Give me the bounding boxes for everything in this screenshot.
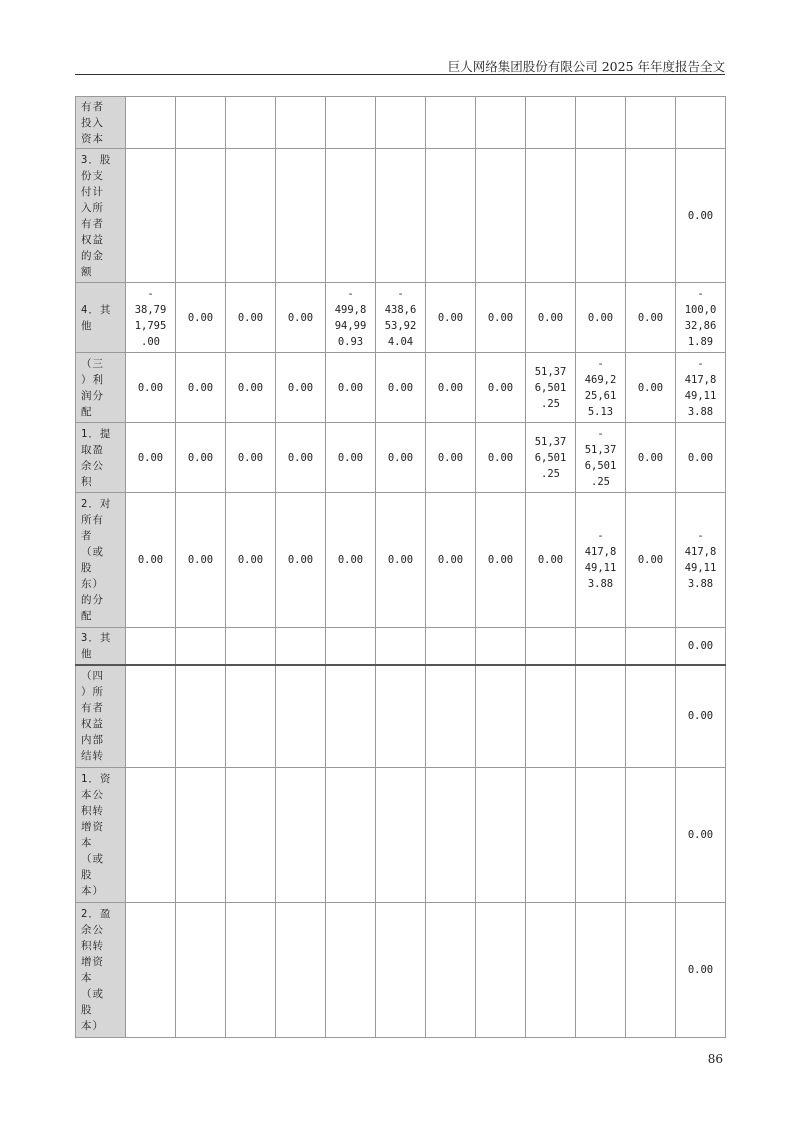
table-row [76, 903, 726, 1038]
table-cell [576, 665, 626, 768]
table-cell: 0.00 [176, 353, 226, 423]
table-cell: 0.00 [126, 353, 176, 423]
table-cell [526, 903, 576, 1038]
table-row [76, 353, 726, 423]
table-cell: 0.00 [326, 423, 376, 493]
table-cell [126, 903, 176, 1038]
table-cell: - 417,8 49,11 3.88 [676, 353, 726, 423]
table-cell [426, 628, 476, 665]
table-cell [176, 149, 226, 283]
table-cell: 0.00 [676, 903, 726, 1038]
table-cell [476, 903, 526, 1038]
table-cell [576, 628, 626, 665]
table-row [76, 423, 726, 493]
table-cell [476, 97, 526, 149]
table-cell: 0.00 [326, 353, 376, 423]
table-cell [226, 768, 276, 903]
table-cell: 0.00 [626, 353, 676, 423]
table-cell: 0.00 [576, 283, 626, 353]
table-cell: 51,37 6,501 .25 [526, 353, 576, 423]
table-body [76, 97, 726, 1038]
table-cell [626, 149, 676, 283]
table-cell [126, 97, 176, 149]
row-label: 2．对 所有 者 （或 股 东） 的分 配 [76, 493, 126, 628]
table-cell [226, 903, 276, 1038]
table-cell [176, 628, 226, 665]
table-cell: 0.00 [376, 493, 426, 628]
table-cell: 0.00 [176, 493, 226, 628]
table-cell [626, 97, 676, 149]
row-label: 3．其 他 [76, 628, 126, 665]
table-cell: - 417,8 49,11 3.88 [576, 493, 626, 628]
table-cell [576, 903, 626, 1038]
table-cell: 0.00 [526, 493, 576, 628]
report-header-title: 巨人网络集团股份有限公司 2025 年年度报告全文 [447, 59, 725, 74]
table-cell: 0.00 [226, 423, 276, 493]
table-cell [126, 149, 176, 283]
table-cell [576, 149, 626, 283]
equity-changes-table [75, 96, 726, 1038]
table-cell: 0.00 [426, 493, 476, 628]
table-cell: - 417,8 49,11 3.88 [676, 493, 726, 628]
row-label: （四 ）所 有者 权益 内部 结转 [76, 665, 126, 768]
table-cell: 0.00 [126, 423, 176, 493]
table-row [76, 283, 726, 353]
table-cell: - 100,0 32,86 1.89 [676, 283, 726, 353]
table-cell [226, 97, 276, 149]
table-cell [376, 665, 426, 768]
table-cell [276, 903, 326, 1038]
row-label: 2．盈 余公 积转 增资 本 （或 股 本） [76, 903, 126, 1038]
table-cell: 0.00 [276, 493, 326, 628]
table-cell [126, 628, 176, 665]
row-label: 1．资 本公 积转 增资 本 （或 股 本） [76, 768, 126, 903]
table-cell [326, 903, 376, 1038]
table-row [76, 97, 726, 149]
table-cell [526, 149, 576, 283]
table-cell [476, 665, 526, 768]
table-cell: - 38,79 1,795 .00 [126, 283, 176, 353]
table-cell [176, 665, 226, 768]
table-cell [326, 665, 376, 768]
table-cell [226, 628, 276, 665]
table-row [76, 493, 726, 628]
table-cell [276, 665, 326, 768]
table-cell [276, 149, 326, 283]
table-cell: 0.00 [176, 423, 226, 493]
table-cell [376, 903, 426, 1038]
row-label: （三 ）利 润分 配 [76, 353, 126, 423]
table-cell: 0.00 [276, 423, 326, 493]
table-cell [176, 768, 226, 903]
row-label: 4．其 他 [76, 283, 126, 353]
table-cell [376, 149, 426, 283]
table-cell: 0.00 [476, 493, 526, 628]
table-cell: 0.00 [226, 283, 276, 353]
table-cell: 51,37 6,501 .25 [526, 423, 576, 493]
table-cell [226, 149, 276, 283]
table-cell [626, 768, 676, 903]
table-cell: 0.00 [126, 493, 176, 628]
table-cell [626, 903, 676, 1038]
table-row [76, 665, 726, 768]
table-cell [626, 665, 676, 768]
table-cell: 0.00 [376, 423, 426, 493]
table-cell: 0.00 [426, 353, 476, 423]
table-cell: 0.00 [676, 665, 726, 768]
table-cell [576, 768, 626, 903]
table-cell [326, 97, 376, 149]
table-cell: - 438,6 53,92 4.04 [376, 283, 426, 353]
table-cell: 0.00 [676, 628, 726, 665]
table-cell: 0.00 [276, 353, 326, 423]
table-cell [326, 628, 376, 665]
table-cell: 0.00 [626, 423, 676, 493]
table-cell [476, 768, 526, 903]
table-cell [226, 665, 276, 768]
table-cell: 0.00 [476, 423, 526, 493]
table-cell: - 469,2 25,61 5.13 [576, 353, 626, 423]
table-cell: 0.00 [426, 283, 476, 353]
table-cell [526, 665, 576, 768]
table-cell [626, 628, 676, 665]
table-cell: 0.00 [676, 423, 726, 493]
table-row [76, 628, 726, 665]
header-divider [75, 74, 725, 75]
table-cell [276, 628, 326, 665]
table-cell [526, 768, 576, 903]
table-cell: 0.00 [426, 423, 476, 493]
table-cell [126, 768, 176, 903]
table-cell [176, 97, 226, 149]
table-cell: 0.00 [226, 493, 276, 628]
table-cell: 0.00 [376, 353, 426, 423]
table-cell [126, 665, 176, 768]
table-cell [276, 97, 326, 149]
table-cell [376, 768, 426, 903]
table-cell [176, 903, 226, 1038]
table-cell [326, 768, 376, 903]
table-cell: - 51,37 6,501 .25 [576, 423, 626, 493]
table-cell: 0.00 [526, 283, 576, 353]
table-cell: 0.00 [276, 283, 326, 353]
row-label: 1．提 取盈 余公 积 [76, 423, 126, 493]
table-cell [376, 97, 426, 149]
row-label: 3．股 份支 付计 入所 有者 权益 的金 额 [76, 149, 126, 283]
table-cell [426, 665, 476, 768]
table-cell: 0.00 [626, 283, 676, 353]
table-cell: 0.00 [476, 283, 526, 353]
table-cell: 0.00 [626, 493, 676, 628]
page-number: 86 [707, 1052, 723, 1066]
table-cell [576, 97, 626, 149]
table-cell: 0.00 [326, 493, 376, 628]
table-cell: 0.00 [476, 353, 526, 423]
table-row [76, 768, 726, 903]
table-cell: 0.00 [676, 768, 726, 903]
table-cell [426, 768, 476, 903]
table-cell: 0.00 [176, 283, 226, 353]
table-cell [376, 628, 426, 665]
row-label: 有者 投入 资本 [76, 97, 126, 149]
table-cell [476, 628, 526, 665]
table-cell [526, 97, 576, 149]
table-cell [426, 903, 476, 1038]
table-cell [676, 97, 726, 149]
table-cell: 0.00 [226, 353, 276, 423]
table-row [76, 149, 726, 283]
table-cell: - 499,8 94,99 0.93 [326, 283, 376, 353]
table-cell [276, 768, 326, 903]
table-cell: 0.00 [676, 149, 726, 283]
table-cell [426, 97, 476, 149]
table-cell [476, 149, 526, 283]
table-cell [426, 149, 476, 283]
table-cell [526, 628, 576, 665]
table-cell [326, 149, 376, 283]
